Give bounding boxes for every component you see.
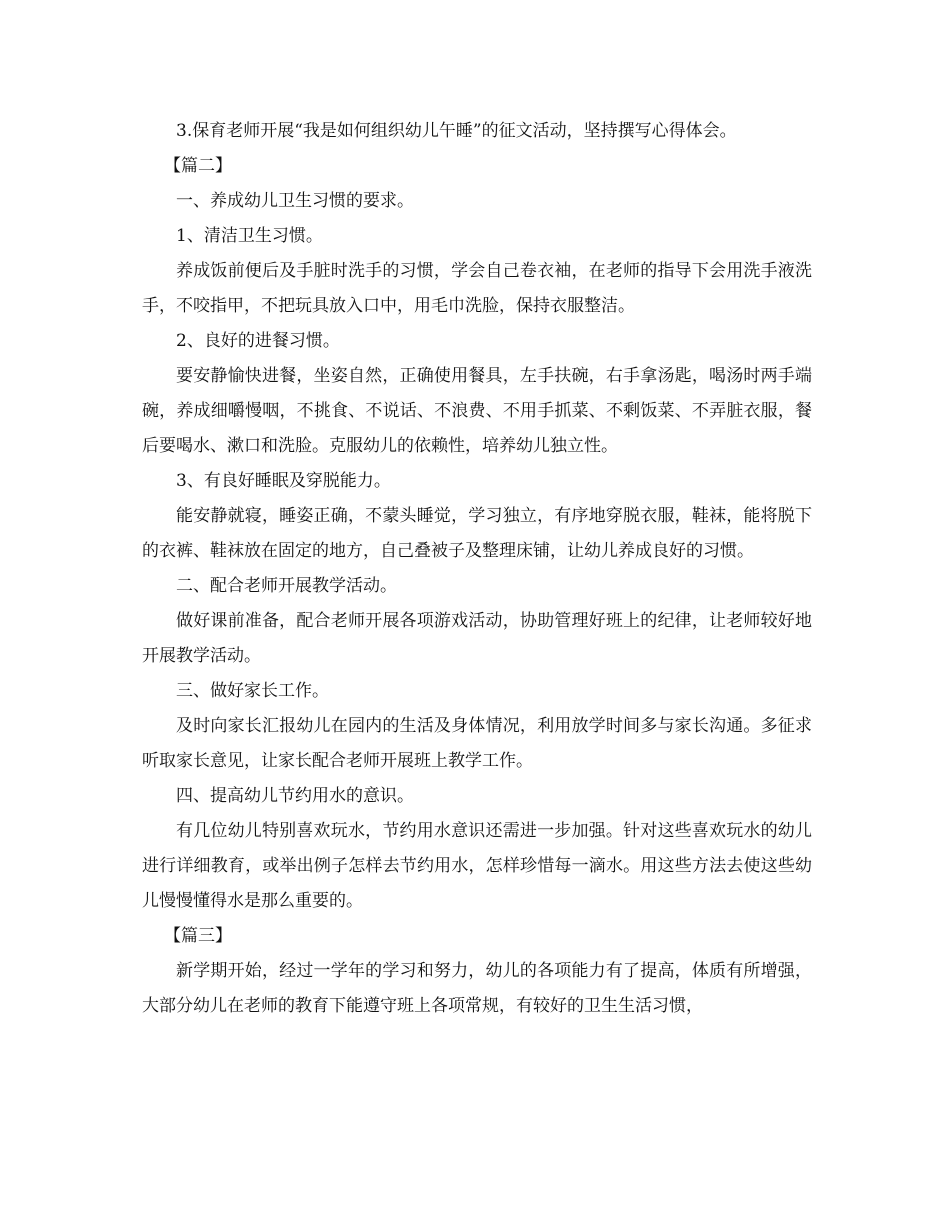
heading-parent-work: 三、做好家长工作。 xyxy=(176,681,329,701)
heading-hygiene-requirements: 一、养成幼儿卫生习惯的要求。 xyxy=(176,191,414,211)
paragraph-teaching-activities: 做好课前准备，配合老师开展各项游戏活动，协助管理好班上的纪律，让老师较好地开展教学活动。 xyxy=(142,611,812,666)
paragraph-eating-habits: 要安静愉快进餐，坐姿自然，正确使用餐具，左手扶碗，右手拿汤匙，喝汤时两手端碗，养成细嚼慢咽，不挑食、不说话、不浪费、不用手抓菜、不剩饭菜、不弄脏衣服，餐后要喝水、漱口和洗脸。克服幼儿的依赖性，培养幼儿独立性。 xyxy=(142,366,812,456)
paragraph-cleanliness: 养成饭前便后及手脏时洗手的习惯，学会自己卷衣袖，在老师的指导下会用洗手液洗手，不咬指甲，不把玩具放入口中，用毛巾洗脸，保持衣服整洁。 xyxy=(142,261,812,316)
subheading-cleanliness: 1、清洁卫生习惯。 xyxy=(176,226,323,246)
paragraph-sleep-dressing: 能安静就寝，睡姿正确，不蒙头睡觉，学习独立，有序地穿脱衣服，鞋袜，能将脱下的衣裤、鞋袜放在固定的地方，自己叠被子及整理床铺，让幼儿养成良好的习惯。 xyxy=(142,506,812,561)
paragraph-new-semester: 新学期开始，经过一学年的学习和努力，幼儿的各项能力有了提高，体质有所增强，大部分幼儿在老师的教育下能遵守班上各项常规，有较好的卫生生活习惯， xyxy=(142,961,812,1016)
heading-water-saving: 四、提高幼儿节约用水的意识。 xyxy=(176,786,414,806)
paragraph-water-saving: 有几位幼儿特别喜欢玩水，节约用水意识还需进一步加强。针对这些喜欢玩水的幼儿进行详细教育，或举出例子怎样去节约用水，怎样珍惜每一滴水。用这些方法去使这些幼儿慢慢懂得水是那么重要的。 xyxy=(142,821,812,911)
section-heading-part-three: 【篇三】 xyxy=(164,926,232,946)
paragraph-item-3: 3.保育老师开展“我是如何组织幼儿午睡”的征文活动，坚持撰写心得体会。 xyxy=(176,121,737,141)
document-body xyxy=(142,114,812,1024)
subheading-sleep-dressing: 3、有良好睡眠及穿脱能力。 xyxy=(176,471,391,491)
section-heading-part-two: 【篇二】 xyxy=(164,156,232,176)
heading-teaching-activities: 二、配合老师开展教学活动。 xyxy=(176,576,397,596)
paragraph-parent-work: 及时向家长汇报幼儿在园内的生活及身体情况，利用放学时间多与家长沟通。多征求听取家长意见，让家长配合老师开展班上教学工作。 xyxy=(142,716,812,771)
subheading-eating-habits: 2、良好的进餐习惯。 xyxy=(176,331,340,351)
